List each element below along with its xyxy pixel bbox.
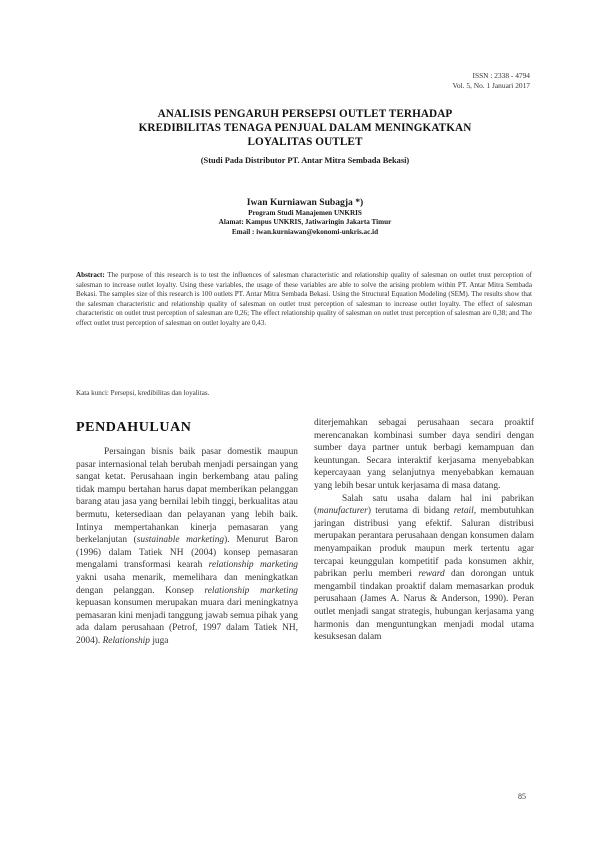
abstract-text: The purpose of this research is to test the influences of salesman characteristic and relationship quality of salesman on outlet trust perception of salesman to increase outlet loyalty. Using these variables, the usage of these variables are able to solve the arising problem within PT. Antar Mitra Sembada Bekasi. The samples size of this research is 100 outlets PT. Antar Mitra Sembada Bekasi. Using the Structural Equation Modeling (SEM). The results show that the salesman characteristic and relationship quality of salesman on outlet trust perception of salesman to increase outlet loyalty. The effect of salesman characteristic on outlet trust perception of salesman are 0,26; The effect relationship quality of salesman on outlet trust perception of salesman are 0,38; and The effect outlet trust perception of salesman on outlet loyalty are 0,43. (76, 271, 532, 327)
left-column (76, 446, 298, 648)
italic-term: sustainable marketing (136, 535, 225, 546)
italic-term: relationship marketing (204, 585, 298, 596)
author-name: Iwan Kurniawan Subagja *) (246, 197, 364, 208)
title-line-3: LOYALITAS OUTLET (247, 136, 363, 148)
author-email: Email : iwan.kurniawan@ekonomi-unkris.ac.id (231, 227, 379, 236)
body-text: ). Menurut Baron (1996) dalam Tatiek NH (2004) konsep pemasaran mengalami transformasi kearah (76, 535, 298, 571)
paper-subtitle: (Studi Pada Distributor PT. Antar Mitra Sembada Bekasi) (200, 156, 410, 165)
author-address: Alamat: Kampus UNKRIS, Jatiwaringin Jakarta Timur (218, 218, 392, 227)
body-text: juga (149, 635, 169, 646)
italic-term: relationship marketing (208, 560, 298, 571)
paragraph: diterjemahkan sebagai perusahaan secara proaktif merencanakan kombinasi sumber daya sendiri dengan sumber daya partner untuk berbagi kemampuan dan keuntungan. Secara interaktif kerjasama menyebabkan kepercayaan yang selanjutnya menyebabkan kemauan yang lebih besar untuk kerjasama di masa datang. (314, 418, 534, 491)
body-text: dan dorongan untuk mengambil tindakan proaktif dalam memasarkan produk perusahaan (James A. Narus & Anderson, 1990). Peran outlet menjadi sangat strategis, hubungan kerjasama yang harmonis dan menguntungkan menjadi modal utama kesuksesan dalam (314, 569, 534, 643)
right-column (314, 417, 534, 644)
author-program: Program Studi Manajemen UNKRIS (248, 209, 362, 217)
body-text: kepuasan konsumen merupakan muara dari meningkatnya pemasaran kini menjadi tanggung jawab semua pihak yang ada dalam perusahaan (Petrof, 1997 dalam Tatiek NH, 2004). (76, 598, 298, 646)
body-text: Salah satu usaha dalam hal ini pabrikan ( (314, 493, 534, 517)
body-text: yakni usaha menarik, memelihara dan meningkatkan dengan pelanggan. Konsep (76, 572, 298, 596)
author-block (70, 197, 540, 237)
body-text: ) terutama di bidang (367, 506, 454, 517)
title-line-2: KREDIBILITAS TENAGA PENJUAL DALAM MENINGKATKAN (138, 122, 472, 134)
keywords: Kata kunci: Persepsi, kredibilitas dan loyalitas. (76, 389, 210, 397)
page-number: 85 (518, 792, 526, 801)
abstract (76, 271, 532, 328)
paragraph (76, 446, 298, 648)
italic-term: reward (418, 569, 445, 580)
paragraph (314, 493, 534, 644)
volume-text: Vol. 5, No. 1 Januari 2017 (452, 81, 530, 90)
title-line-1: ANALISIS PENGARUH PERSEPSI OUTLET TERHADAP (157, 108, 453, 120)
issn-text: ISSN : 2338 - 4794 (472, 71, 530, 80)
body-text: Persaingan bisnis baik pasar domestik maupun pasar internasional telah berubah menjadi persaingan yang sangat ketat. Perusahaan ingin berkembang atau paling tidak mampu bertahan harus dapat memberikan pelanggan barang atau jasa yang bernilai lebih tinggi, berkualitas atau bermutu, ketersediaan dan pelayanan yang lebih baik. Intinya mempertahankan kinerja pemasaran yang berkelanjutan ( (76, 447, 298, 546)
body-text: , membutuhkan jaringan distribusi yang efektif. Saluran distribusi merupakan perantara perusahaan dengan konsumen dalam menyampaikan produk maupun merk tertentu agar tercapai keunggulan kompetitif pada konsumen akhir, pabrikan perlu memberi (314, 506, 534, 580)
italic-term: manufacturer (317, 506, 368, 517)
paper-title (70, 107, 540, 149)
italic-term: Relationship (102, 635, 150, 646)
italic-term: retail (453, 506, 474, 517)
journal-issn-block (453, 71, 530, 91)
abstract-label: Abstract: (76, 271, 105, 279)
section-heading: PENDAHULUAN (76, 420, 192, 435)
